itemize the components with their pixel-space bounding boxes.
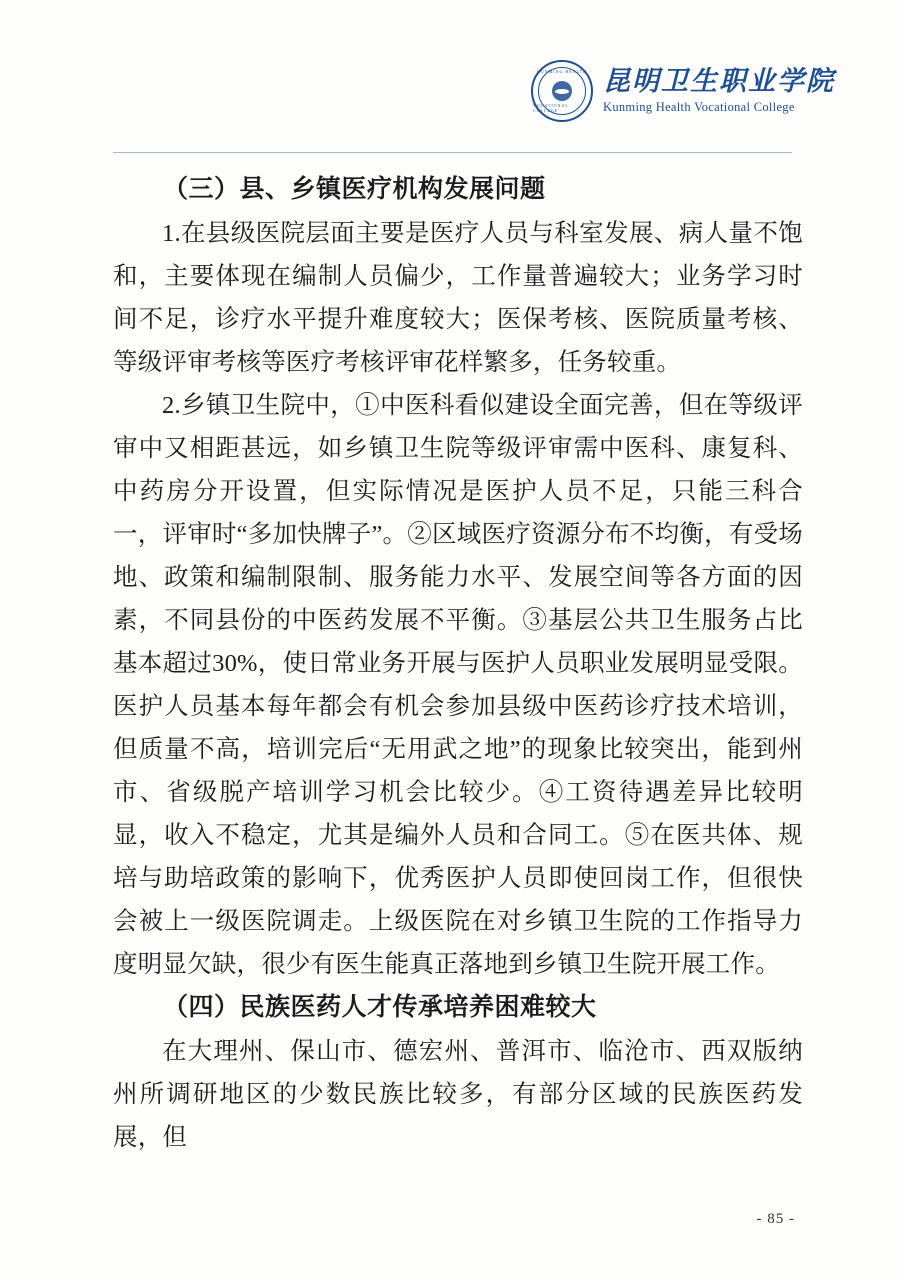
page-number: - 85 - xyxy=(756,1211,795,1227)
document-body xyxy=(113,168,803,1159)
section-heading-four: （四）民族医药人才传承培养困难较大 xyxy=(163,994,597,1021)
college-logo xyxy=(531,60,835,122)
section-heading-three: （三）县、乡镇医疗机构发展问题 xyxy=(163,176,546,203)
seal-bottom-text: VOCATIONAL COLLEGE xyxy=(533,103,569,113)
header-divider xyxy=(113,152,792,153)
paragraph-1: 1.在县级医院层面主要是医疗人员与科室发展、病人量不饱和，主要体现在编制人员偏少，工作量普遍较大；业务学习时间不足，诊疗水平提升难度较大；医保考核、医院质量考核、等级评审考核等医疗考核评审花样繁多，任务较重。 xyxy=(113,220,803,376)
brand-text xyxy=(603,67,835,114)
seal-top-text: KUNMING HEALTH xyxy=(537,69,587,74)
paragraph-2: 2.乡镇卫生院中，①中医科看似建设全面完善，但在等级评审中又相距甚远，如乡镇卫生院等级评审需中医科、康复科、中药房分开设置，但实际情况是医护人员不足，只能三科合一，评审时“多加快牌子”。②区域医疗资源分布不均衡，有受场地、政策和编制限制、服务能力水平、发展空间等各方面的因素，不同县份的中医药发展不平衡。③基层公共卫生服务占比基本超过30%，使日常业务开展与医护人员职业发展明显受限。医护人员基本每年都会有机会参加县级中医药诊疗技术培训，但质量不高，培训完后“无用武之地”的现象比较突出，能到州市、省级脱产培训学习机会比较少。④工资待遇差异比较明显，收入不稳定，尤其是编外人员和合同工。⑤在医共体、规培与助培政策的影响下，优秀医护人员即使回岗工作，但很快会被上一级医院调走。上级医院在对乡镇卫生院的工作指导力度明显欠缺，很少有医生能真正落地到乡镇卫生院开展工作。 xyxy=(113,392,803,978)
brand-name-en: Kunming Health Vocational College xyxy=(603,99,795,114)
seal-core-icon xyxy=(552,81,572,101)
brand-name-cn: 昆明卫生职业学院 xyxy=(603,66,835,97)
paragraph-3: 在大理州、保山市、德宏州、普洱市、临沧市、西双版纳州所调研地区的少数民族比较多，有部分区域的民族医药发展，但 xyxy=(113,1038,803,1151)
college-seal-icon xyxy=(531,60,593,122)
